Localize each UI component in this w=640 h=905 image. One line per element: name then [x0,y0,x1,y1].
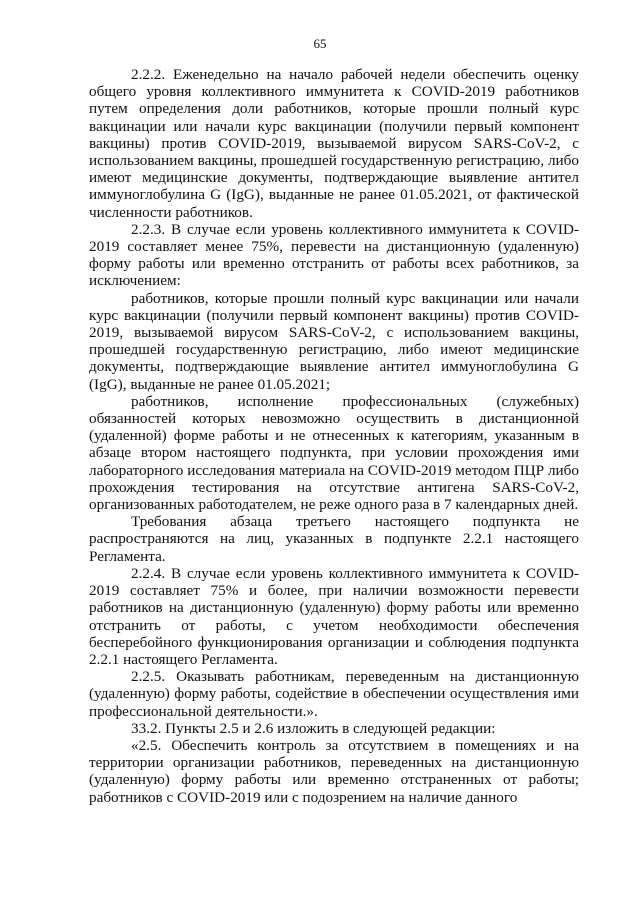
paragraph-requirements-note: Требования абзаца третьего настоящего подпункта не распространяются на лиц, указанных в подпункте 2.2.1 настоящего Регламента. [89,513,579,565]
paragraph-2-2-2: 2.2.2. Еженедельно на начало рабочей недели обеспечить оценку общего уровня коллективного иммунитета к COVID-2019 работников путем определения доли работников, которые прошли полный курс вакцинации или начали курс вакцинации (получили первый компонент вакцины) против COVID-2019, вызываемой вирусом SARS-CoV-2, с использованием вакцины, прошедшей государственную регистрацию, либо имеют медицинские документы, подтверждающие выявление антител иммуноглобулина G (IgG), выданные не ранее 01.05.2021, от фактической численности работников. [89,66,579,221]
paragraph-2-5: «2.5. Обеспечить контроль за отсутствием в помещениях и на территории организации работников, переведенных на дистанционную (удаленную) форму работы или временно отстраненных от работы; работников с COVID-2019 или с подозрением на наличие данного [89,736,579,806]
paragraph-exception-tested: работников, исполнение профессиональных (служебных) обязанностей которых невозможно осуществить в дистанционной (удаленной) форме работы и не отнесенных к категориям, указанным в абзаце втором настоящего подпункта, при условии прохождения ими лабораторного исследования материала на COVID-2019 методом ПЦР либо прохождения тестирования на отсутствие антигена SARS-CoV-2, организованных работодателем, не реже одного раза в 7 календарных дней. [89,392,579,514]
paragraph-2-2-5: 2.2.5. Оказывать работникам, переведенным на дистанционную (удаленную) форму работы, содействие в обеспечении осуществления ими профессиональной деятельности.». [89,668,579,720]
document-body [89,66,579,806]
paragraph-exception-vaccinated: работников, которые прошли полный курс вакцинации или начали курс вакцинации (получили первый компонент вакцины) против COVID-2019, вызываемой вирусом SARS-CoV-2, с использованием вакцины, прошедшей государственную регистрацию, либо имеют медицинские документы, подтверждающие выявление антител иммуноглобулина G (IgG), выданные не ранее 01.05.2021; [89,289,579,393]
paragraph-2-2-4: 2.2.4. В случае если уровень коллективного иммунитета к COVID-2019 составляет 75% и более, при наличии возможности перевести работников на дистанционную (удаленную) форму работы или временно отстранить от работы, с учетом необходимости обеспечения бесперебойного функционирования организации и соблюдения подпункта 2.2.1 настоящего Регламента. [89,564,579,668]
paragraph-2-2-3: 2.2.3. В случае если уровень коллективного иммунитета к COVID-2019 составляет менее 75%, перевести на дистанционную (удаленную) форму работы или временно отстранить от работы всех работников, за исключением: [89,220,579,290]
paragraph-33-2: 33.2. Пункты 2.5 и 2.6 изложить в следующей редакции: [131,719,496,737]
page-number: 65 [313,36,327,51]
